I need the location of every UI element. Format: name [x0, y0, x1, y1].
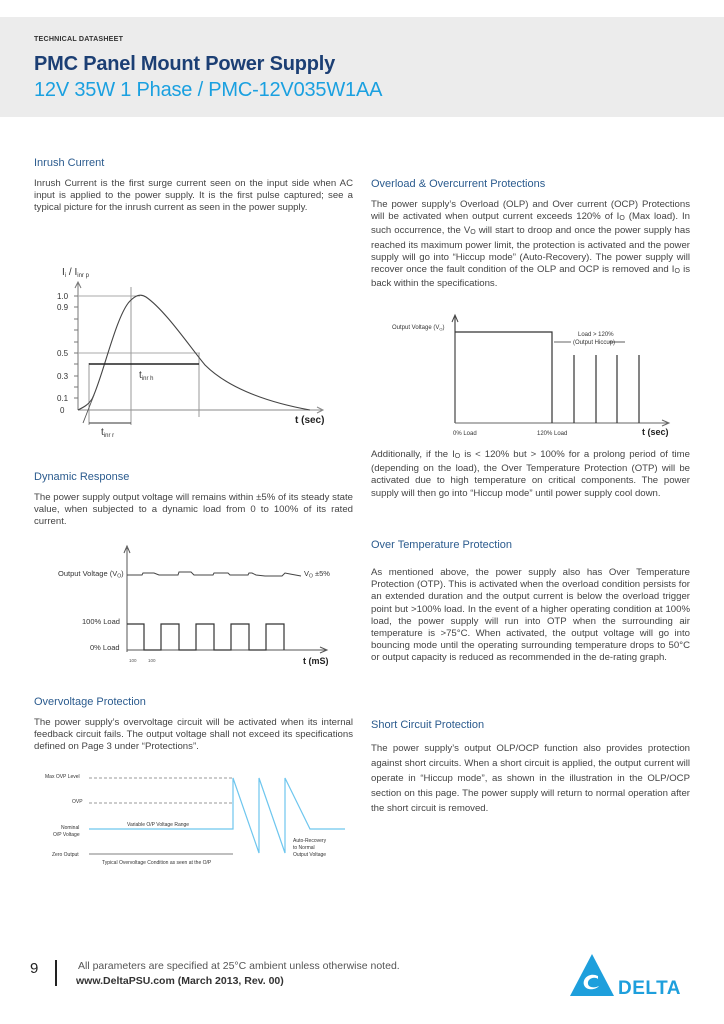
- olp-x-tick-1: 0% Load: [453, 431, 477, 437]
- section-body-inrush: Inrush Current is the first surge current seen on the input side when AC input is applied to the power supply. It is the first pulse captured; see a typical picture for the inrush current as seen in the power supply.: [34, 178, 353, 214]
- section-body-otp: As mentioned above, the power supply also has Over Temperature Protection (OTP). This is activated when the overload condition persists for an extended duration and the output current is below the overload trigger point but >100% load. In the event of a higher operating condition at 100% load, the power supply will run into OTP when the surrounding air temperature is >75°C. When activated, the output voltage will go into bouncing mode until the operating surrounding temperature drops to 50°C or output capacity is reduced as recommended in the de-rating graph.: [371, 567, 690, 664]
- inrush-tick-0-5: 0.5: [57, 349, 69, 358]
- delta-logo: [568, 952, 693, 1000]
- section-title-otp: Over Temperature Protection: [371, 539, 513, 551]
- inrush-y-ticks: [74, 296, 78, 398]
- dynamic-x-tick-1: 100: [129, 658, 137, 663]
- section-title-olp: Overload & Overcurrent Protections: [371, 178, 546, 190]
- delta-logo-text: DELTA: [618, 978, 682, 999]
- header-kicker: TECHNICAL DATASHEET: [34, 34, 124, 43]
- ovp-ovp-label: OVP: [72, 799, 83, 805]
- ovp-nominal-label-1: Nominal: [61, 825, 80, 831]
- dynamic-tolerance-label: $V_O \pm 5\%$: [304, 569, 330, 580]
- dynamic-load-low-label: 0% Load: [90, 643, 120, 652]
- olp-x-tick-2: 120% Load: [537, 431, 568, 437]
- section-body-scp: The power supply’s output OLP/OCP function also provides protection against short circuits. When a short circuit is applied, the output current will operate in “Hiccup mode”, as shown in the illustration in the OLP/OCP section on this page. The power supply will return to normal operation after the short circuit is removed.: [371, 743, 690, 814]
- ovp-range-label: Variable O/P Voltage Range: [127, 822, 190, 828]
- inrush-x-label: t (sec): [295, 415, 325, 426]
- ovp-recovery-2: to Normal: [293, 845, 315, 851]
- footer-url: www.DeltaPSU.com (March 2013, Rev. 00): [76, 975, 284, 987]
- document-title: PMC Panel Mount Power Supply: [34, 53, 336, 75]
- inrush-tick-0-9: 0.9: [57, 303, 69, 312]
- olp-vo-label: Output Voltage $(V_O)$: [392, 325, 445, 332]
- ovp-recovery-3: Output Voltage: [293, 852, 327, 858]
- section-title-dynamic: Dynamic Response: [34, 471, 130, 483]
- page-number: 9: [30, 960, 39, 977]
- inrush-tick-0-1: 0.1: [57, 394, 69, 403]
- dynamic-x-label: t (mS): [303, 656, 329, 666]
- section-title-scp: Short Circuit Protection: [371, 719, 485, 731]
- dynamic-load-trace: [127, 624, 284, 650]
- section-title-ovp: Overvoltage Protection: [34, 696, 146, 708]
- dynamic-vo-trace: [127, 572, 301, 576]
- dynamic-vo-label: Output Voltage $(V_O)$: [58, 569, 124, 580]
- ovp-caption: Typical Overvoltage Condition as seen at the O/P: [102, 860, 212, 866]
- ovp-max-label: Max OVP Level: [45, 774, 80, 780]
- inrush-tick-0: 0: [60, 406, 65, 415]
- inrush-current-figure: [40, 255, 340, 445]
- footer-note: All parameters are specified at 25°C ambient unless otherwise noted.: [78, 960, 400, 972]
- section-body-olp: The power supply’s Overload (OLP) and Over current (OCP) Protections will be activated when output current exceeds 120% of IO (Max load). In such occurrence, the VO will start to droop and once the power supply has reached its maximum power limit, the protection is activated and the power supply will go into “Hiccup mode” (Auto-Recovery). The power supply will recover once the fault condition of the OLP and OCP is removed and IO is back within the specifications.: [371, 199, 691, 290]
- section-title-inrush: Inrush Current: [34, 157, 105, 169]
- olp-x-label: t (sec): [642, 427, 669, 437]
- inrush-tick-0-3: 0.3: [57, 372, 69, 381]
- inrush-y-label: $I_i / I_{inr p}$: [62, 267, 89, 279]
- dynamic-x-tick-2: 100: [148, 658, 156, 663]
- section-body-dynamic: The power supply output voltage will remains within ±5% of its steady state value, when subjected to a dynamic load from 0 to 100% of its rated current.: [34, 492, 353, 528]
- inrush-tick-1-0: 1.0: [57, 292, 69, 301]
- olp-load-note-1: Load > 120%: [578, 332, 614, 338]
- olp-load-note-2: (Output Hiccup): [573, 340, 616, 346]
- section-body-ovp: The power supply’s overvoltage circuit will be activated when its internal feedback circuit fails. The output voltage shall not exceed its specifications defined on Page 3 under “Protections”.: [34, 717, 353, 753]
- olp-hiccup-pulses: [574, 355, 639, 423]
- footer-divider: [55, 960, 57, 986]
- ovp-nominal-label-2: O/P Voltage: [53, 832, 80, 838]
- overvoltage-figure: [35, 765, 355, 870]
- dynamic-response-figure: [50, 540, 340, 670]
- document-header: [0, 17, 724, 117]
- ovp-zero-label: Zero Output: [52, 852, 79, 858]
- olp-vo-trace: [455, 332, 552, 423]
- inrush-trise-label: $t_{inr r}$: [101, 427, 115, 439]
- ovp-recovery-1: Auto-Recovery: [293, 838, 327, 844]
- section-body-olp-additional: Additionally, if the IO is < 120% but > 100% for a prolong period of time (depending on the load), the Over Temperature Protection (OTP) will be activated due to high temperature on critical components. The power supply will then go into “Hiccup mode” until power supply cool down.: [371, 449, 690, 499]
- dynamic-load-high-label: 100% Load: [82, 617, 120, 626]
- document-subtitle: 12V 35W 1 Phase / PMC-12V035W1AA: [34, 79, 383, 101]
- overload-figure: [385, 310, 685, 445]
- inrush-thalf-label: $t_{inr h}$: [139, 370, 154, 382]
